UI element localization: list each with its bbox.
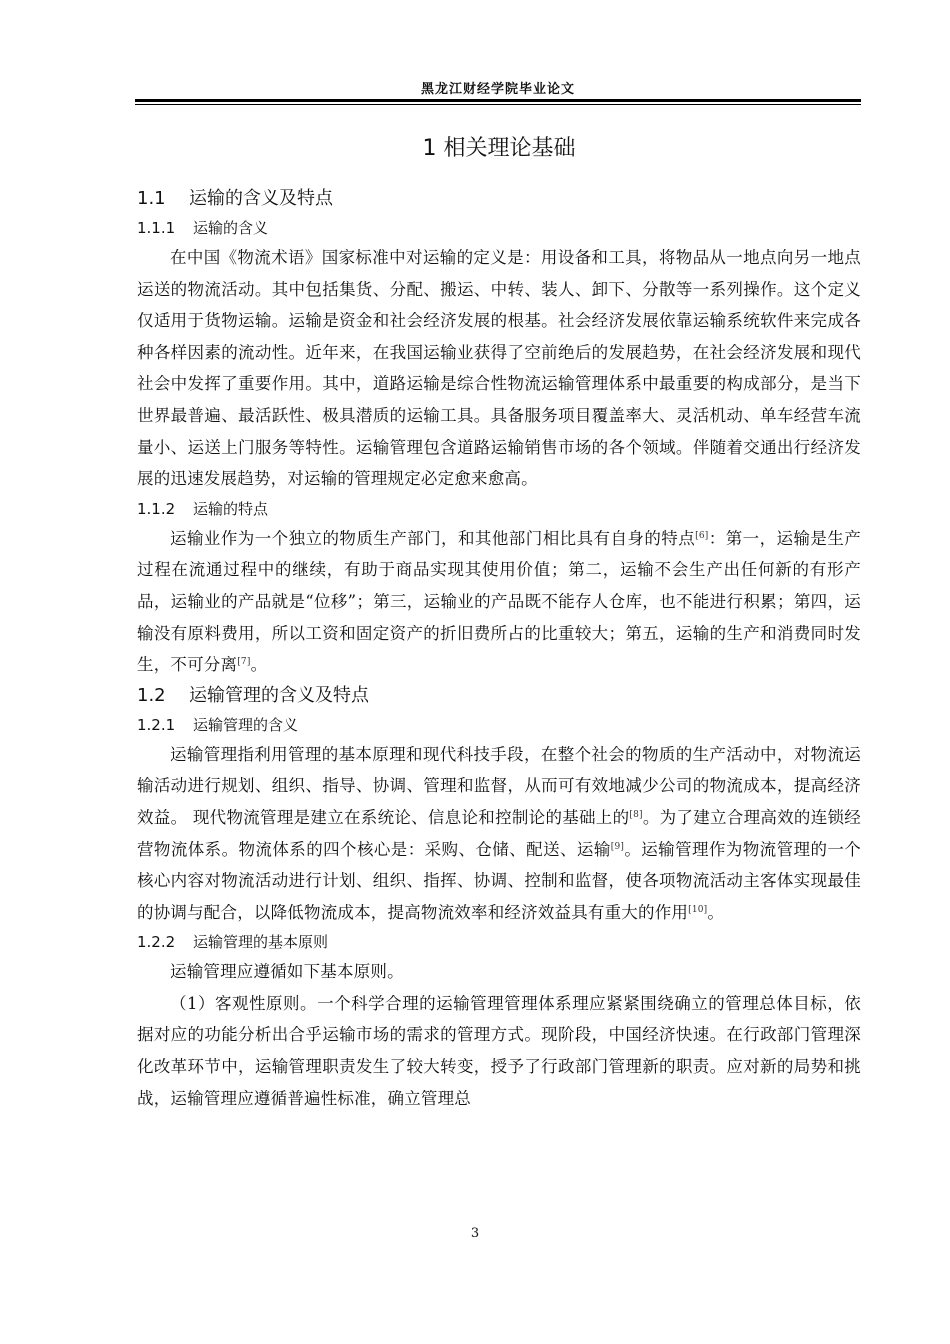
section-title: 运输管理的含义及特点: [189, 684, 369, 706]
paragraph-text: 。为了建立合理高效的连锁经营物流体系。物流体系的四个核心是：采购、仓储、配送、运输: [137, 807, 861, 859]
paragraph: （1）客观性原则。一个科学合理的运输管理管理体系理应紧紧围绕确立的管理总体目标，依据对应的功能分析出合乎运输市场的需求的管理方式。现阶段，中国经济快速。在行政部门管理深化改革环节中，运输管理职责发生了较大转变，授予了行政部门管理新的职责。应对新的局势和挑战，运输管理应遵循普遍性标准，确立管理总: [137, 993, 861, 1108]
page-content: [137, 130, 861, 1114]
paragraph-text: 。运输管理作为物流管理的一个核心内容对物流活动进行计划、组织、指挥、协调、控制和监督，使各项物流活动主客体实现最佳的协调与配合，以降低物流成本，提高物流效率和经济效益具有重大的作用: [137, 839, 861, 922]
paragraph-text: 。: [250, 655, 268, 675]
section-number: 1.2: [137, 684, 166, 706]
subsection-title: 运输的特点: [193, 499, 269, 518]
subsection-number: 1.1.2: [137, 499, 176, 518]
citation-ref: [6]: [695, 530, 709, 541]
citation-ref: [10]: [688, 904, 708, 915]
subsection-title: 运输的含义: [193, 219, 269, 237]
paragraph: [137, 739, 861, 929]
subsection-number: 1.2.2: [137, 933, 176, 952]
subsection-heading-1-2-1: [137, 711, 861, 739]
header-rule-thin: [135, 104, 861, 105]
citation-ref: [9]: [610, 841, 625, 852]
subsection-title: 运输管理的基本原则: [193, 933, 329, 952]
subsection-heading-1-1-1: [137, 214, 861, 242]
citation-ref: [7]: [237, 657, 251, 668]
paragraph: 运输管理应遵循如下基本原则。: [170, 962, 404, 982]
paragraph-text: 运输业作为一个独立的物质生产部门，和其他部门相比具有自身的特点: [170, 528, 696, 548]
header-rule-thick: [135, 99, 861, 102]
subsection-heading-1-2-2: [137, 928, 861, 956]
running-header: 黑龙江财经学院毕业论文: [420, 82, 575, 97]
paragraph: [137, 523, 861, 681]
section-title: 运输的含义及特点: [189, 188, 333, 209]
section-number: 1.1: [137, 188, 166, 209]
chapter-title: 1 相关理论基础: [422, 136, 576, 161]
paragraph-text: 运输管理指利用管理的基本原理和现代科技手段，在整个社会的物质的生产活动中，对物流运输活动进行规划、组织、指导、协调、管理和监督，从而可有效地减少公司的物流成本，提高经济效益。 现代物流管理是建立在系统论、信息论和控制论的基础上的: [137, 744, 861, 827]
citation-ref: [8]: [629, 809, 643, 820]
page-number: 3: [470, 1226, 480, 1241]
paragraph: 在中国《物流术语》国家标准中对运输的定义是：用设备和工具，将物品从一地点向另一地点运送的物流活动。其中包括集货、分配、搬运、中转、装人、卸下、分散等一系列操作。这个定义仅适用于货物运输。运输是资金和社会经济发展的根基。社会经济发展依靠运输系统软件来完成各种各样因素的流动性。近年来，在我国运输业获得了空前绝后的发展趋势，在社会经济发展和现代社会中发挥了重要作用。其中，道路运输是综合性物流运输管理体系中最重要的构成部分，是当下世界最普遍、最活跃性、极具潜质的运输工具。具备服务项目覆盖率大、灵活机动、单车经营车流量小、运送上门服务等特性。运输管理包含道路运输销售市场的各个领域。伴随着交通出行经济发展的迅速发展趋势，对运输的管理规定必定愈来愈高。: [137, 248, 861, 489]
subsection-number: 1.1.1: [137, 219, 176, 237]
section-heading-1-2: [137, 681, 861, 711]
section-heading-1-1: [137, 184, 861, 214]
paragraph-text: ：第一，运输是生产过程在流通过程中的继续，有助于商品实现其使用价值；第二，运输不会生产出任何新的有形产品，运输业的产品就是“位移”；第三，运输业的产品既不能存人仓库，也不能进行积累；第四，运输没有原料费用，所以工资和固定资产的折旧费所占的比重较大；第五，运输的生产和消费同时发生，不可分离: [137, 528, 861, 675]
subsection-title: 运输管理的含义: [193, 715, 299, 734]
subsection-heading-1-1-2: [137, 495, 861, 523]
subsection-number: 1.2.1: [137, 715, 176, 734]
paragraph-text: 。: [707, 902, 725, 922]
